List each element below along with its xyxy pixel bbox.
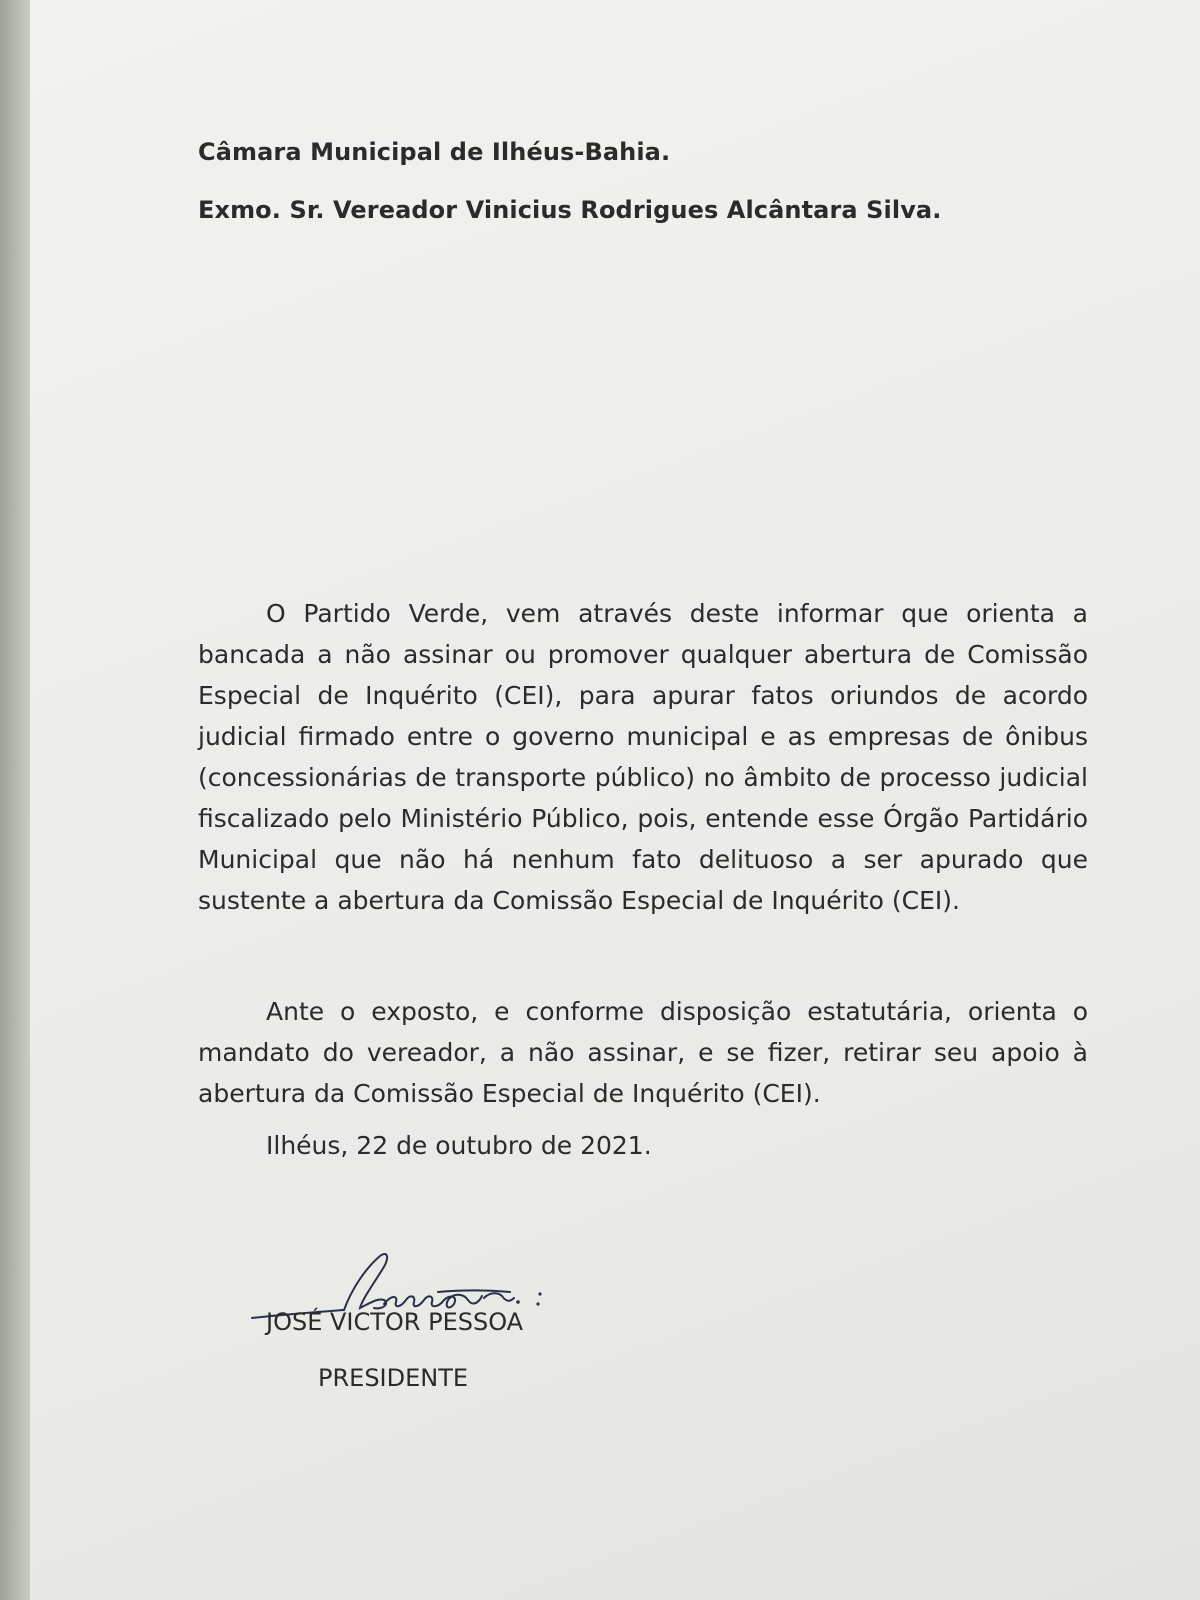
recipient-institution: Câmara Municipal de Ilhéus-Bahia. <box>198 138 671 166</box>
body-paragraph-1: O Partido Verde, vem através deste informar que orienta a bancada a não assinar ou promover qualquer abertura de Comissão Especial de Inquérito (CEI), para apurar fatos oriundos de acordo judicial firmado entre o governo municipal e as empresas de ônibus (concessionárias de transporte público) no âmbito de processo judicial fiscalizado pelo Ministério Público, pois, entende esse Órgão Partidário Municipal que não há nenhum fato delituoso a ser apurado que sustente a abertura da Comissão Especial de Inquérito (CEI). <box>198 599 1088 915</box>
document-page <box>30 0 1200 1600</box>
page-edge <box>0 0 32 1600</box>
signer-name: JOSÉ VICTOR PESSOA <box>266 1308 524 1336</box>
body-paragraph-2: Ante o exposto, e conforme disposição estatutária, orienta o mandato do vereador, a não assinar, e se fizer, retirar seu apoio à abertura da Comissão Especial de Inquérito (CEI). <box>198 997 1088 1108</box>
recipient-addressee: Exmo. Sr. Vereador Vinicius Rodrigues Alcântara Silva. <box>198 196 942 224</box>
signer-role: PRESIDENTE <box>318 1364 469 1392</box>
date-line: Ilhéus, 22 de outubro de 2021. <box>266 1131 652 1160</box>
